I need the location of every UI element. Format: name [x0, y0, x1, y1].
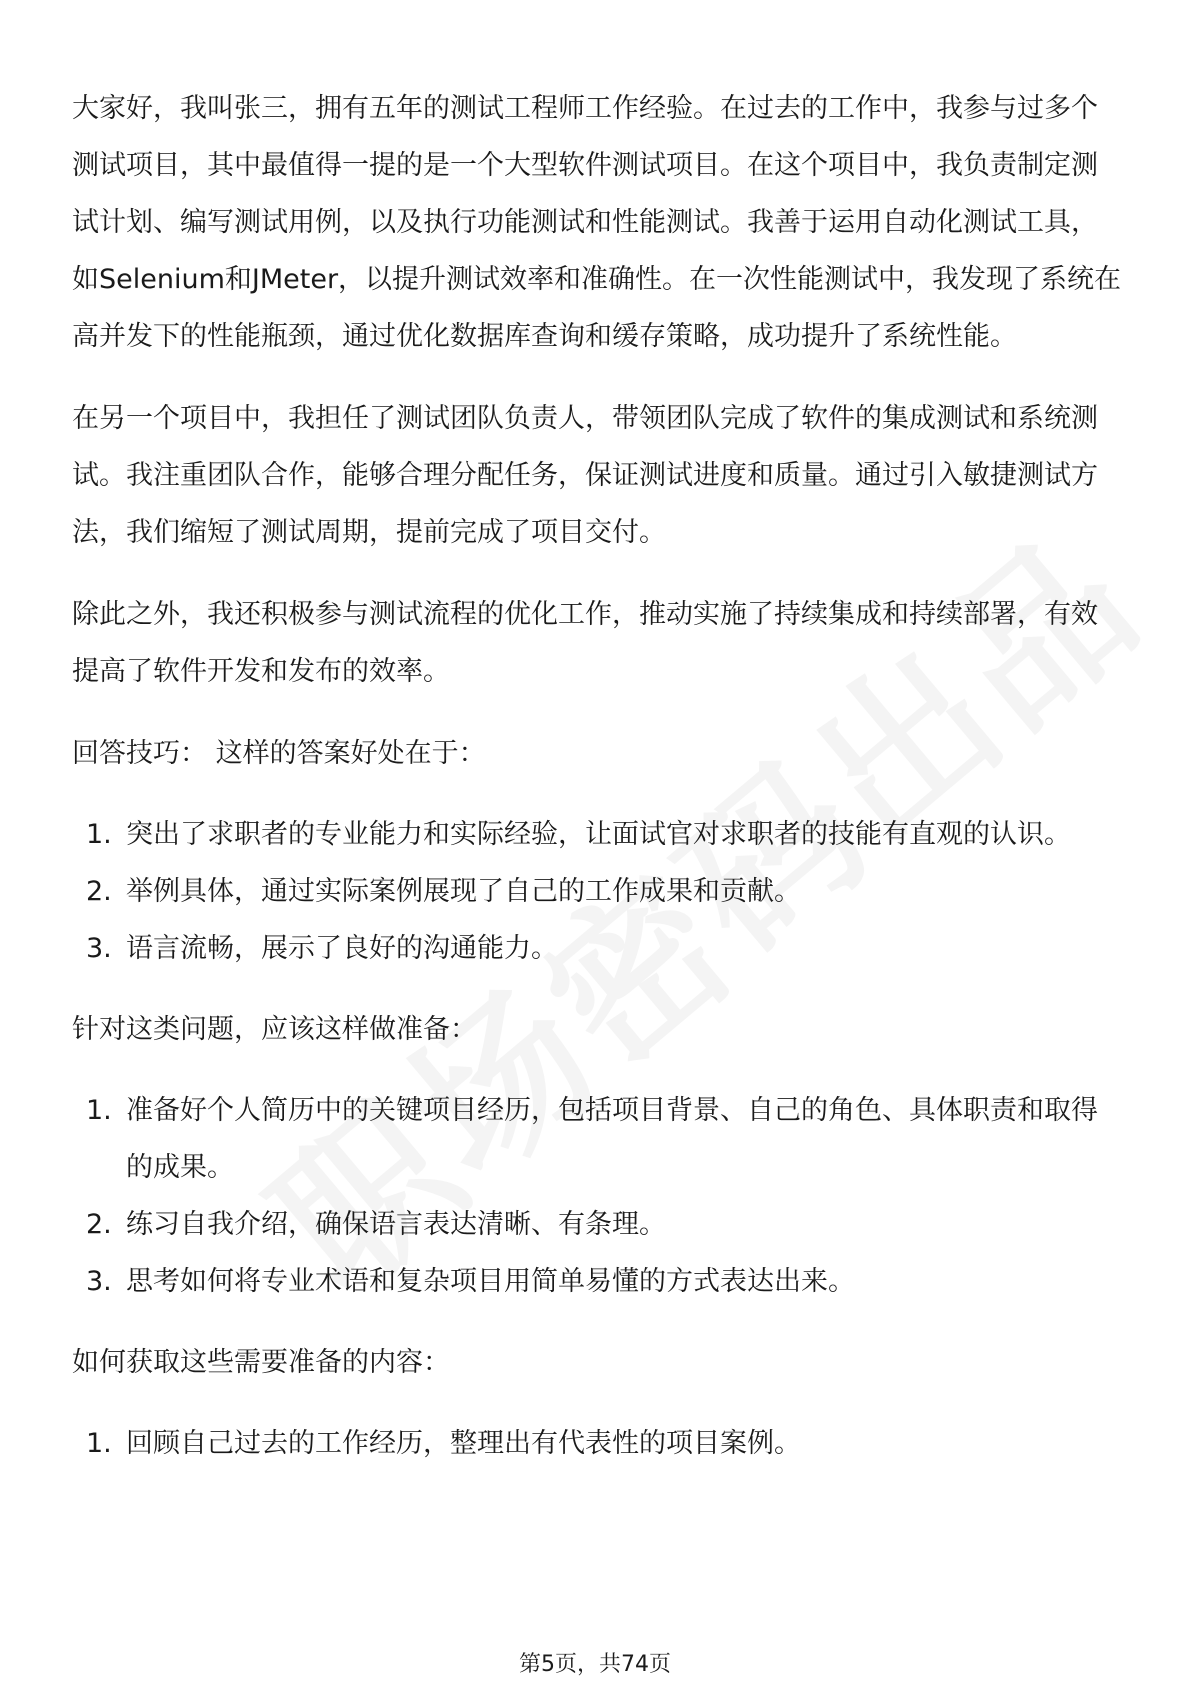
- page-content: [72, 80, 1122, 1496]
- obtain-list: [72, 1415, 1122, 1472]
- page-footer: 第5页，共74页: [519, 1652, 671, 1677]
- list-item-text: 突出了求职者的专业能力和实际经验，让面试官对求职者的技能有直观的认识。: [126, 819, 1071, 850]
- list-item: [72, 1253, 1122, 1310]
- list-item: [72, 1196, 1122, 1253]
- list-number: 3.: [86, 1266, 112, 1297]
- obtain-heading: 如何获取这些需要准备的内容：: [72, 1347, 450, 1378]
- tips-list: [72, 806, 1122, 977]
- list-number: 1.: [86, 1095, 112, 1126]
- list-item-text: 举例具体，通过实际案例展现了自己的工作成果和贡献。: [126, 876, 801, 907]
- list-item-text: 思考如何将专业术语和复杂项目用简单易懂的方式表达出来。: [126, 1266, 855, 1297]
- list-item: [72, 1415, 1122, 1472]
- list-item-text: 练习自我介绍，确保语言表达清晰、有条理。: [126, 1209, 666, 1240]
- list-item: [72, 806, 1122, 863]
- answer-paragraph-1: 大家好，我叫张三，拥有五年的测试工程师工作经验。在过去的工作中，我参与过多个测试项目，其中最值得一提的是一个大型软件测试项目。在这个项目中，我负责制定测试计划、编写测试用例，以及执行功能测试和性能测试。我善于运用自动化测试工具，如Selenium和JMeter，以提升测试效率和准确性。在一次性能测试中，我发现了系统在高并发下的性能瓶颈，通过优化数据库查询和缓存策略，成功提升了系统性能。: [72, 93, 1122, 352]
- list-number: 3.: [86, 933, 112, 964]
- list-number: 2.: [86, 876, 112, 907]
- list-item: [72, 863, 1122, 920]
- prepare-heading: 针对这类问题，应该这样做准备：: [72, 1014, 477, 1045]
- list-item-text: 语言流畅，展示了良好的沟通能力。: [126, 933, 558, 964]
- answer-paragraph-2: 在另一个项目中，我担任了测试团队负责人，带领团队完成了软件的集成测试和系统测试。我注重团队合作，能够合理分配任务，保证测试进度和质量。通过引入敏捷测试方法，我们缩短了测试周期，提前完成了项目交付。: [72, 403, 1098, 548]
- list-item-text: 回顾自己过去的工作经历，整理出有代表性的项目案例。: [126, 1428, 801, 1459]
- list-number: 2.: [86, 1209, 112, 1240]
- prepare-list: [72, 1082, 1122, 1310]
- answer-paragraph-3: 除此之外，我还积极参与测试流程的优化工作，推动实施了持续集成和持续部署，有效提高了软件开发和发布的效率。: [72, 599, 1098, 687]
- list-item-text: 准备好个人简历中的关键项目经历，包括项目背景、自己的角色、具体职责和取得的成果。: [126, 1095, 1098, 1183]
- list-item: [72, 920, 1122, 977]
- list-number: 1.: [86, 1428, 112, 1459]
- tips-heading: 回答技巧： 这样的答案好处在于：: [72, 738, 486, 769]
- list-item: [72, 1082, 1122, 1196]
- list-number: 1.: [86, 819, 112, 850]
